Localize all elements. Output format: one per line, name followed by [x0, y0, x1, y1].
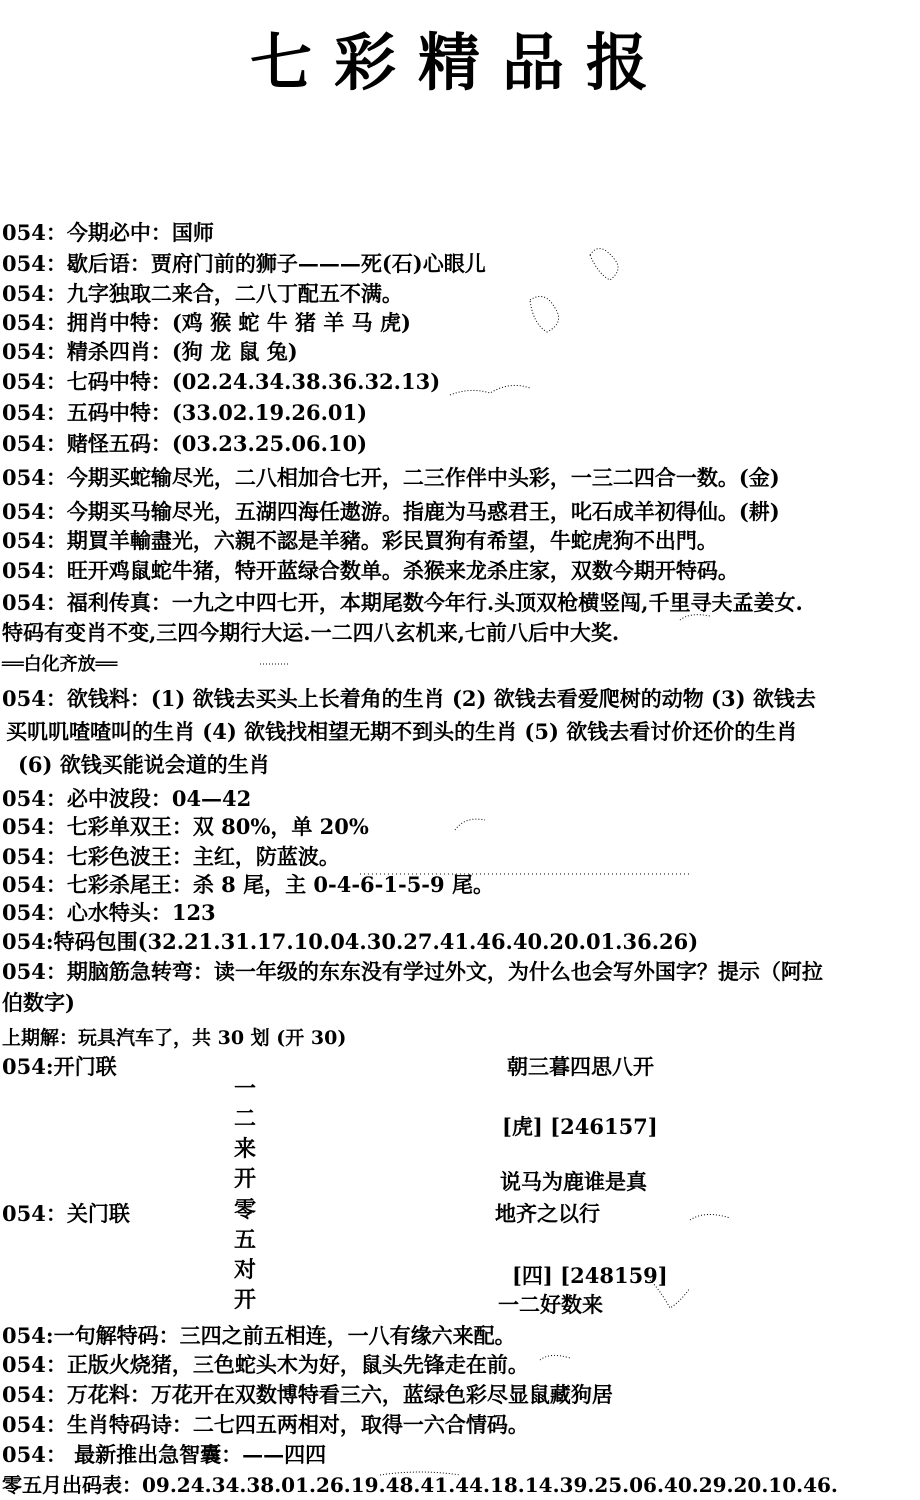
text-line: 054：今期买马输尽光，五湖四海任遨游。指鹿为马惑君王，叱石成羊初得仙。(耕) [2, 499, 780, 524]
text-line: 054：心水特头：123 [2, 900, 216, 925]
section-heading: ══白化齐放══ [2, 654, 118, 675]
text-line: 054：今期买蛇输尽光，二八相加合七开，二三作伴中头彩，一三二四合一数。(金) [2, 465, 780, 490]
close-couplet-line: 地齐之以行 [495, 1201, 600, 1226]
text-line: 054：拥肖中特：(鸡 猴 蛇 牛 猪 羊 马 虎) [2, 310, 411, 335]
text-line: 054：生肖特码诗：二七四五两相对，取得一六合情码。 [2, 1412, 529, 1437]
text-line: 伯数字) [2, 990, 75, 1015]
close-couplet-code: [四] [248159] [512, 1263, 668, 1288]
close-couplet-vertical: 零五对开 [233, 1197, 256, 1313]
text-line: 054：今期必中：国师 [2, 220, 214, 245]
open-couplet-label: 054:开门联 [2, 1054, 117, 1079]
text-line: 054：欲钱料：(1) 欲钱去买头上长着角的生肖 (2) 欲钱去看爱爬树的动物 (3) 欲钱去 [2, 686, 816, 711]
text-line: 054：七彩色波王：主红，防蓝波。 [2, 844, 340, 869]
close-couplet-line: 说马为鹿谁是真 [500, 1169, 647, 1194]
text-line: 054：福利传真：一九之中四七开，本期尾数今年行.头顶双枪横竖闯,千里寻夫孟姜女. [2, 590, 803, 615]
text-line: 054：万花料：万花开在双数博特看三六，蓝绿色彩尽显鼠藏狗居 [2, 1382, 613, 1407]
text-line: 054：赌怪五码：(03.23.25.06.10) [2, 431, 368, 456]
text-line: 零五月出码表：09.24.34.38.01.26.19.48.41.44.18.14.39.25.06.40.29.20.10.46. [2, 1473, 838, 1497]
text-line: 特码有变肖不变,三四今期行大运.一二四八玄机来,七前八后中大奖. [2, 620, 620, 645]
text-line: 054：七码中特：(02.24.34.38.36.32.13) [2, 369, 441, 394]
text-line: 054：精杀四肖：(狗 龙 鼠 兔) [2, 339, 298, 364]
close-couplet-line: 一二好数来 [498, 1292, 603, 1317]
close-couplet-label: 054：关门联 [2, 1201, 130, 1226]
text-line: 054：期脑筋急转弯：读一年级的东东没有学过外文，为什么也会写外国字？提示（阿拉 [2, 959, 823, 984]
open-couplet-code: [虎] [246157] [502, 1114, 658, 1139]
text-line: 054：七彩单双王：双 80%，单 20% [2, 814, 369, 839]
text-line: 054:特码包围(32.21.31.17.10.04.30.27.41.46.40.20.01.36.26) [2, 929, 699, 954]
text-line: 054：必中波段：04—42 [2, 786, 252, 811]
text-line: 054：九字独取二来合，二八丁配五不满。 [2, 281, 403, 306]
text-line: 054：期買羊輸盡光，六親不認是羊豬。彩民買狗有希望，牛蛇虎狗不出門。 [2, 528, 718, 553]
text-line: 054： 最新推出急智囊：——四四 [2, 1442, 327, 1467]
text-line: 054：七彩杀尾王：杀 8 尾，主 0-4-6-1-5-9 尾。 [2, 872, 494, 897]
open-couplet-vertical: 一二来开 [233, 1076, 256, 1192]
text-line: 054:一句解特码：三四之前五相连，一八有缘六来配。 [2, 1323, 516, 1348]
text-line: 054：五码中特：(33.02.19.26.01) [2, 400, 368, 425]
open-couplet-line: 朝三暮四思八开 [507, 1054, 654, 1079]
text-line: 买叽叽喳喳叫的生肖 (4) 欲钱找相望无期不到头的生肖 (5) 欲钱去看讨价还价的生肖 [6, 719, 798, 744]
text-line: 上期解：玩具汽车了，共 30 划 (开 30) [2, 1027, 347, 1049]
text-line: 054：旺开鸡鼠蛇牛猪，特开蓝绿合数单。杀猴来龙杀庄家，双数今期开特码。 [2, 558, 739, 583]
page-title: 七彩精品报 [249, 26, 670, 99]
text-line: (6) 欲钱买能说会道的生肖 [18, 752, 270, 777]
text-line: 054：歇后语：贾府门前的狮子———死(石)心眼儿 [2, 251, 486, 276]
text-line: 054：正版火烧猪，三色蛇头木为好，鼠头先锋走在前。 [2, 1352, 529, 1377]
